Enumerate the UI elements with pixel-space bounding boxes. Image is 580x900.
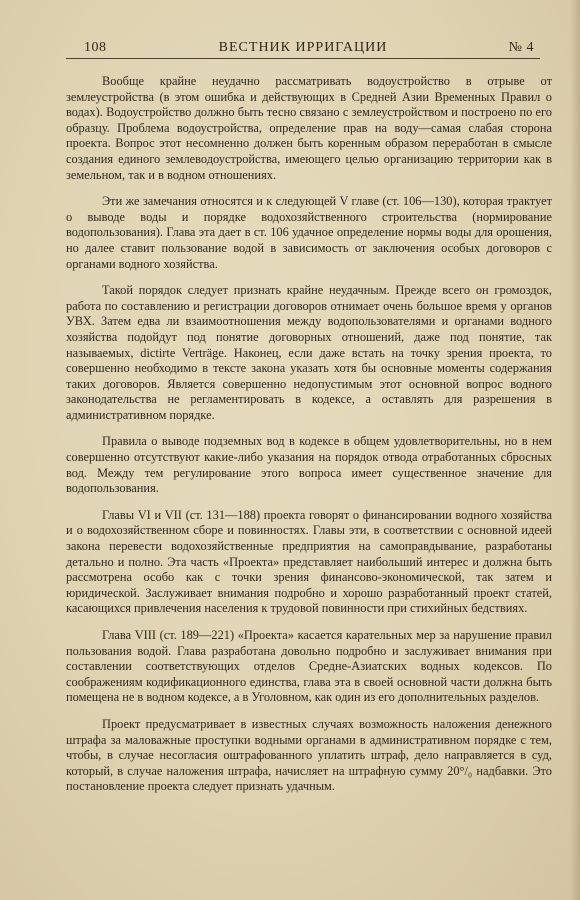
paragraph: Глава VIII (ст. 189—221) «Проекта» касается карательных мер за нарушение правил пользования водой. Глава разработана довольно подробно и заслуживает внимания при составлении соответствующих отделов Средне-Азиатских водных кодексов. По соображениям кодификационного единства, глава эта в своей основной части должна быть помещена не в водном кодексе, а в Уголовном, как один из его дополнительных разделов. [66,628,552,705]
page-number: 108 [84,40,107,55]
paragraph: Вообще крайне неудачно рассматривать водоустройство в отрыве от землеустройства (в этом ошибка и действующих в Средней Азии Временных Правил о водах). Водоустройство должно быть тесно связано с землеустройством и построено по его образцу. Проблема водоустройства, определение прав на воду—самая слабая сторона проекта. Вопрос этот несомненно должен быть коренным образом переработан в смысле создания единого землеводоустройства, имеющего целью организацию территории как в земельном, так и в водном отношениях. [66,74,552,182]
running-header [66,38,540,59]
paragraph: Эти же замечания относятся и к следующей V главе (ст. 106—130), которая трактует о выводе воды и порядке водохозяйственного строительства (нормирование водопользования). Глава эта дает в ст. 106 удачное определение нормы воды для орошения, но далее ставит пользование водой в зависимость от заключения особых договоров с органами водного хозяйства. [66,194,552,271]
paragraph: Главы VI и VII (ст. 131—188) проекта говорят о финансировании водного хозяйства и о водохозяйственном сборе и повинностях. Главы эти, в соответствии с основной идеей закона перевести водохозяйственные предприятия на самоправдывание, разработаны детально и полно. Эта часть «Проекта» представляет наибольший интерес и должна быть рассмотрена особо как с точки зрения финансово-экономической, так затем и юридической. Заслуживает внимания подробно и хорошо разработанный проект статей, касающихся привлечения населения к трудовой повинности при стихийных бедствиях. [66,507,552,616]
paragraph: Проект предусматривает в известных случаях возможность наложения денежного штрафа за маловажные проступки водными органами в административном порядке с тем, чтобы, в случае несогласия оштрафованного уплатить штраф, дело направляется в суд, который, в случае наложения штрафа, начисляет на штрафную сумму 20°/₀ надбавки. Это постановление проекта следует признать удачным. [66,716,552,794]
paragraph: Правила о выводе подземных вод в кодексе в общем удовлетворительны, но в нем совершенно отсутствуют какие-либо указания на порядок отвода отработанных сбросных вод. Между тем регулирование этого вопроса имеет существенное значение для водопользования. [66,434,552,496]
page-edge-shadow [570,0,580,900]
article-body [66,74,552,806]
paragraph: Такой порядок следует признать крайне неудачным. Прежде всего он громоздок, работа по составлению и регистрации договоров отнимает очень большое время у органов УВХ. Затем едва ли взаимоотношения между водопользователями и органами водного хозяйства подойдут под понятие договорных отношений, даже под понятие, так называемых, dictirte Verträge. Наконец, если даже встать на точку зрения проекта, то совершенно необходимо в тексте закона указать хотя бы основные моменты содержания таких договоров. Является совершенно недопустимым этот основной вопрос водного законодательства не регламентировать в кодексе, а оставлять для разрешения в административном порядке. [66,283,552,422]
issue-number: № 4 [508,40,534,55]
journal-title: ВЕСТНИК ИРРИГАЦИИ [218,40,388,55]
